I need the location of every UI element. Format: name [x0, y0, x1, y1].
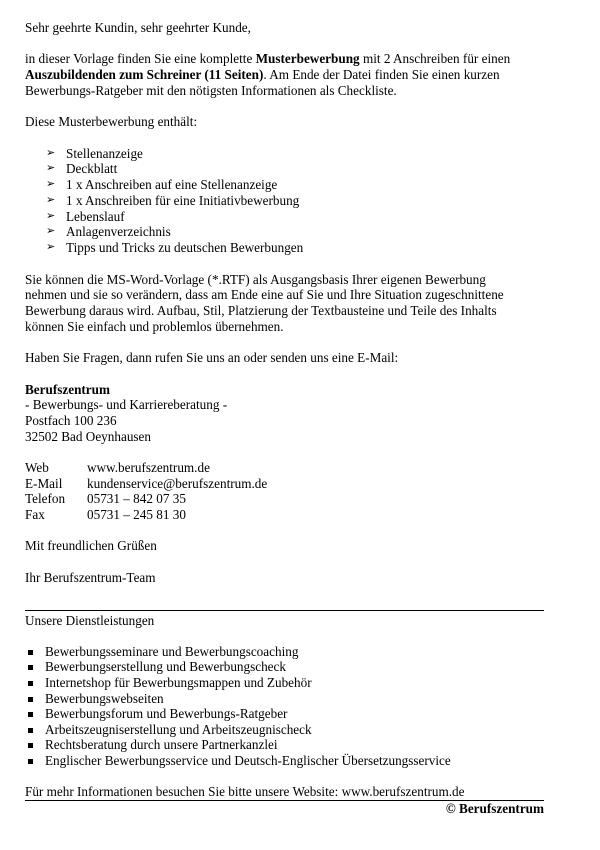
arrow-bullet-icon: ➢: [46, 178, 56, 191]
contact-row-fax: Fax 05731 – 245 81 30: [25, 507, 186, 523]
arrow-bullet-icon: ➢: [46, 162, 56, 175]
square-bullet-icon: [28, 665, 33, 670]
list-item: Bewerbungsforum und Bewerbungs-Ratgeber: [25, 706, 545, 722]
list-item: Bewerbungswebseiten: [25, 691, 545, 707]
company-subtitle: - Bewerbungs- und Karriereberatung -: [25, 397, 228, 413]
arrow-bullet-icon: ➢: [46, 241, 56, 254]
fax-number: 05731 – 245 81 30: [87, 507, 186, 523]
contact-block: [25, 460, 545, 523]
phone-number: 05731 – 842 07 35: [87, 491, 186, 507]
email-link[interactable]: kundenservice@berufszentrum.de: [87, 475, 268, 491]
copyright: © Berufszentrum: [445, 801, 544, 817]
contact-row-web: Web www.berufszentrum.de: [25, 460, 210, 476]
intro-bold-musterbewerbung: Musterbewerbung: [255, 51, 360, 67]
list-item: ➢ Lebenslauf: [46, 208, 125, 224]
list-item: ➢ Tipps und Tricks zu deutschen Bewerbungen: [46, 240, 304, 256]
list-item: Rechtsberatung durch unsere Partnerkanzlei: [25, 737, 545, 753]
intro-bold-auszubildenden: Auszubildenden zum Schreiner (11 Seiten): [25, 67, 264, 83]
list-item: Internetshop für Bewerbungsmappen und Zubehör: [25, 675, 545, 691]
list-item: ➢ Stellenanzeige: [46, 145, 143, 161]
greeting: Sehr geehrte Kundin, sehr geehrter Kunde,: [25, 20, 251, 35]
square-bullet-icon: [28, 712, 33, 717]
square-bullet-icon: [28, 728, 33, 733]
document-page: [25, 0, 545, 817]
questions-text: Haben Sie Fragen, dann rufen Sie uns an oder senden uns eine E-Mail:: [25, 350, 399, 366]
city: 32502 Bad Oeynhausen: [25, 428, 151, 444]
list-item: ➢ 1 x Anschreiben auf eine Stellenanzeige: [46, 177, 278, 193]
list-item: ➢ Anlagenverzeichnis: [46, 224, 171, 240]
intro-paragraph: in dieser Vorlage finden Sie eine komplette Musterbewerbung mit 2 Anschreiben für einen Auszubildenden zum Schreiner (11 Seiten). Am Ende der Datei finden Sie einen kurzen Bewerbungs-Ratgeber mit den nötigsten Informationen als Checkliste.: [25, 51, 511, 98]
square-bullet-icon: [28, 743, 33, 748]
arrow-bullet-icon: ➢: [46, 146, 56, 159]
arrow-bullet-icon: ➢: [46, 193, 56, 206]
square-bullet-icon: [28, 697, 33, 702]
square-bullet-icon: [28, 650, 33, 655]
postbox: Postfach 100 236: [25, 412, 117, 428]
list-item: ➢ 1 x Anschreiben für eine Initiativbewerbung: [46, 192, 300, 208]
web-link[interactable]: www.berufszentrum.de: [87, 460, 210, 476]
contents-heading: Diese Musterbewerbung enthält:: [25, 114, 198, 130]
list-item: Bewerbungsseminare und Bewerbungscoaching: [25, 644, 545, 660]
contact-row-email: E-Mail kundenservice@berufszentrum.de: [25, 475, 268, 491]
contents-list: [25, 146, 545, 257]
list-item: Bewerbungserstellung und Bewerbungscheck: [25, 659, 545, 675]
square-bullet-icon: [28, 759, 33, 764]
arrow-bullet-icon: ➢: [46, 209, 56, 222]
list-item: Englischer Bewerbungsservice und Deutsch-Englischer Übersetzungsservice: [25, 753, 545, 769]
company-name: Berufszentrum: [25, 381, 110, 397]
usage-paragraph: Sie können die MS-Word-Vorlage (*.RTF) als Ausgangsbasis Ihrer eigenen Bewerbung nehmen und sie so verändern, dass am Ende eine auf Sie und Ihre Situation zugeschnittene Bewerbung daraus wird. Aufbau, Stil, Platzierung der Textbausteine und Teile des Inhalts können Sie einfach und problemlos übernehmen.: [25, 271, 504, 334]
more-info-text: Für mehr Informationen besuchen Sie bitte unsere Website: www.berufszentrum.de: [25, 784, 465, 800]
list-item: Arbeitszeugniserstellung und Arbeitszeugnischeck: [25, 722, 545, 738]
address-block: [25, 382, 545, 445]
closing: Mit freundlichen Grüßen: [25, 538, 157, 554]
square-bullet-icon: [28, 681, 33, 686]
arrow-bullet-icon: ➢: [46, 225, 56, 238]
divider: [25, 610, 544, 611]
list-item: ➢ Deckblatt: [46, 161, 118, 177]
services-list: [25, 644, 545, 769]
signature: Ihr Berufszentrum-Team: [25, 569, 156, 585]
contact-row-phone: Telefon 05731 – 842 07 35: [25, 491, 186, 507]
services-heading: Unsere Dienstleistungen: [25, 612, 155, 628]
